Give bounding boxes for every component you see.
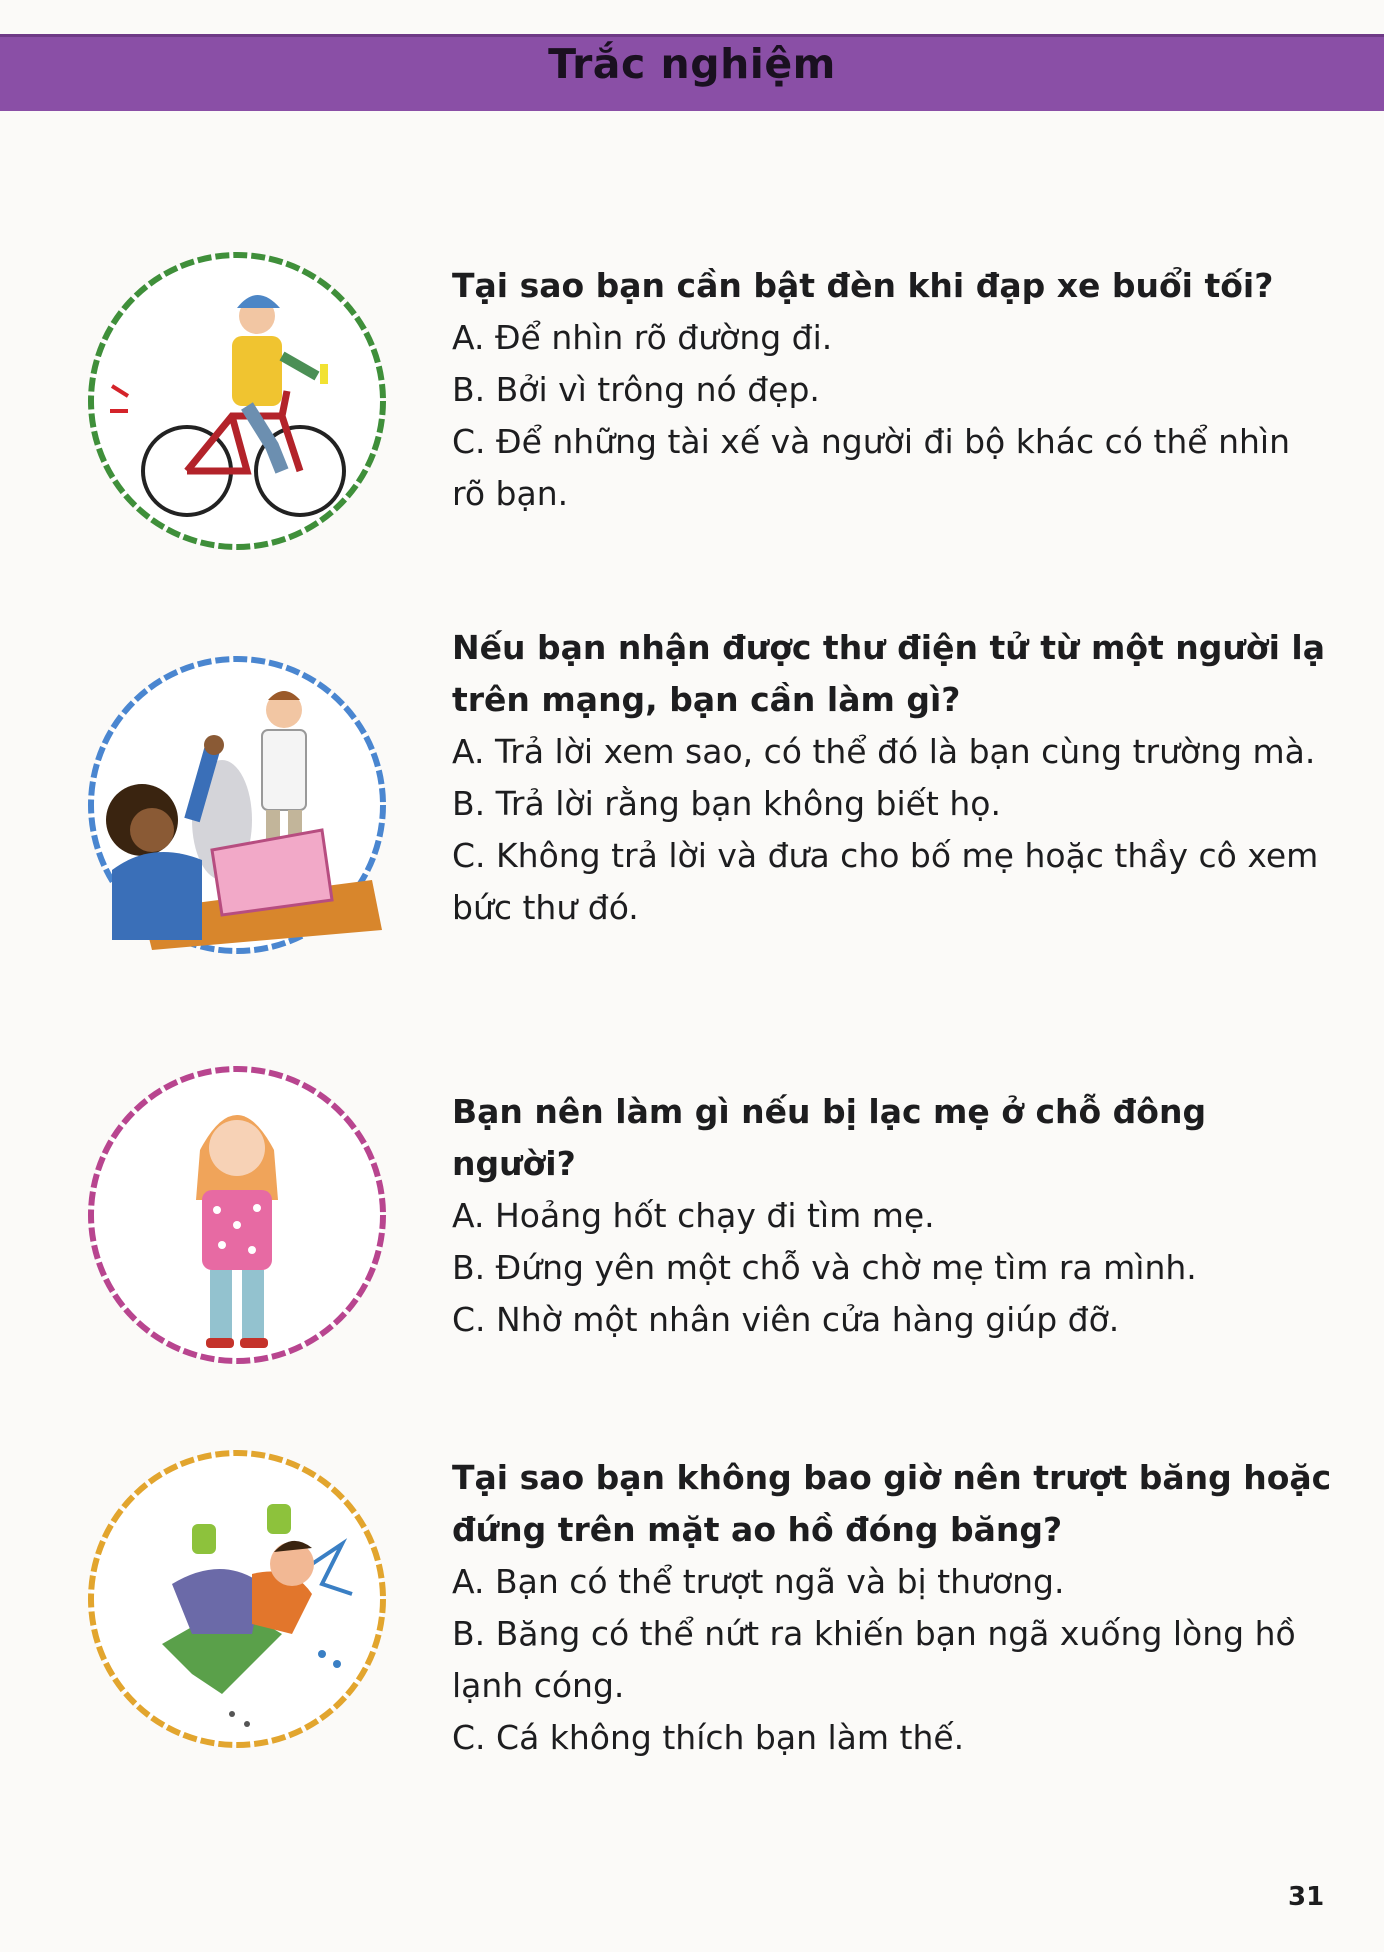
option-b: B. Băng có thể nứt ra khiến bạn ngã xuống lòng hồ lạnh cóng.	[452, 1614, 1296, 1705]
lost-girl-illustration	[82, 1060, 392, 1370]
option-c: C. Để những tài xế và người đi bộ khác có thể nhìn rõ bạn.	[452, 422, 1290, 513]
option-a: A. Để nhìn rõ đường đi.	[452, 318, 833, 357]
cyclist-illustration	[82, 246, 392, 556]
page-number: 31	[1288, 1882, 1325, 1912]
ice-fall-illustration	[82, 1444, 392, 1754]
question-text	[452, 1452, 1332, 1764]
option-c: C. Nhờ một nhân viên cửa hàng giúp đỡ.	[452, 1300, 1120, 1339]
page-title: Trắc nghiệm	[548, 40, 836, 88]
option-a: A. Hoảng hốt chạy đi tìm mẹ.	[452, 1196, 935, 1235]
option-a: A. Trả lời xem sao, có thể đó là bạn cùng trường mà.	[452, 732, 1316, 771]
question-title: Bạn nên làm gì nếu bị lạc mẹ ở chỗ đông người?	[452, 1092, 1207, 1183]
question-title: Tại sao bạn không bao giờ nên trượt băng hoặc đứng trên mặt ao hồ đóng băng?	[452, 1458, 1332, 1549]
option-b: B. Đứng yên một chỗ và chờ mẹ tìm ra mình.	[452, 1248, 1197, 1287]
option-c: C. Cá không thích bạn làm thế.	[452, 1718, 965, 1757]
option-b: B. Trả lời rằng bạn không biết họ.	[452, 784, 1001, 823]
question-title: Nếu bạn nhận được thư điện tử từ một người lạ trên mạng, bạn cần làm gì?	[452, 628, 1325, 719]
question-title: Tại sao bạn cần bật đèn khi đạp xe buổi tối?	[452, 266, 1274, 305]
computer-user-illustration	[82, 650, 392, 960]
option-b: B. Bởi vì trông nó đẹp.	[452, 370, 820, 409]
option-c: C. Không trả lời và đưa cho bố mẹ hoặc thầy cô xem bức thư đó.	[452, 836, 1319, 927]
question-text	[452, 622, 1332, 934]
question-text	[452, 260, 1332, 520]
option-a: A. Bạn có thể trượt ngã và bị thương.	[452, 1562, 1065, 1601]
question-text	[452, 1086, 1332, 1346]
